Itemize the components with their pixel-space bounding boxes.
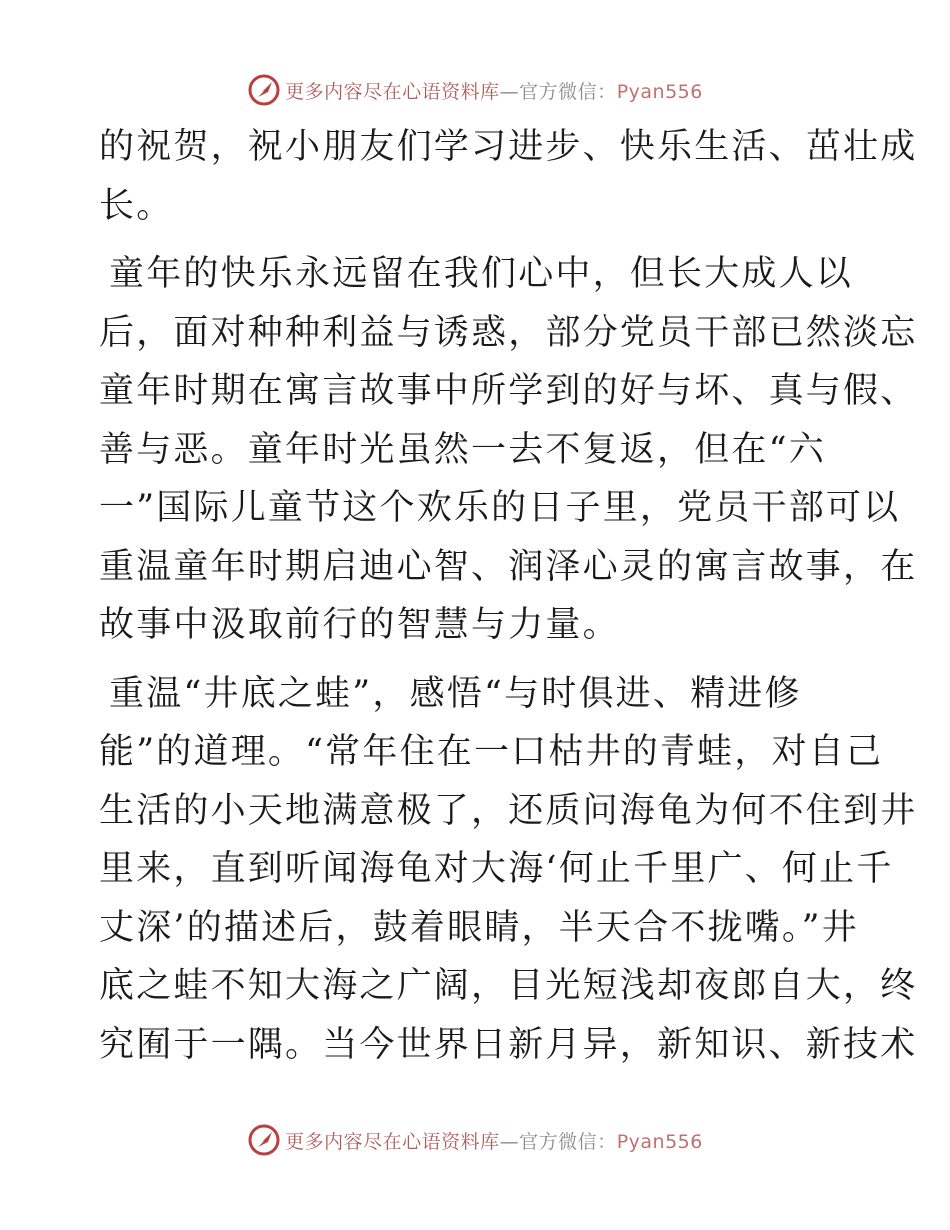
watermark-main: 更多内容尽在心语资料库: [285, 80, 500, 103]
watermark-label: 官方微信：: [519, 80, 617, 103]
text-line: 的祝贺，祝小朋友们学习进步、快乐生活、茁壮成: [99, 127, 918, 167]
paragraph: [99, 118, 918, 235]
document-body: [99, 118, 918, 1074]
watermark-separator: —: [499, 1130, 520, 1153]
text-line: 后，面对种种利益与诱惑，部分党员干部已然淡忘: [99, 312, 918, 353]
text-line: 长。: [99, 185, 174, 226]
text-line: 重温童年时期启迪心智、润泽心灵的寓言故事，在: [99, 546, 918, 587]
text-line: 故事中汲取前行的智慧与力量。: [99, 605, 620, 645]
text-line: 善与恶。童年时光虽然一去不复返，但在“六: [99, 429, 826, 470]
text-line: 丈深’的描述后，鼓着眼睛，半天合不拢嘴。”井: [99, 907, 859, 948]
text-line: 究囿于一隅。当今世界日新月异，新知识、新技术: [99, 1024, 918, 1065]
watermark-main: 更多内容尽在心语资料库: [285, 1130, 500, 1153]
paragraph: [99, 665, 918, 1075]
quill-logo-icon: [247, 1123, 281, 1157]
watermark-text: [285, 1127, 703, 1154]
watermark-text: [285, 77, 703, 104]
quill-logo-icon: [247, 73, 281, 107]
watermark-id: Pyan556: [616, 80, 703, 103]
text-line: 一”国际儿童节这个欢乐的日子里，党员干部可以: [99, 488, 901, 528]
watermark-separator: —: [499, 80, 520, 103]
text-line: 能”的道理。“常年住在一口枯井的青蛙，对自己: [99, 732, 884, 772]
watermark-id: Pyan556: [616, 1130, 703, 1153]
text-line: 童年时期在寓言故事中所学到的好与坏、真与假、: [99, 371, 918, 411]
watermark-label: 官方微信：: [519, 1130, 617, 1153]
text-line: 重温“井底之蛙”，感悟“与时俱进、精进修: [109, 673, 802, 714]
text-line: 生活的小天地满意极了，还质问海龟为何不住到井: [99, 790, 918, 831]
header-watermark: [0, 70, 950, 110]
footer-watermark: [0, 1120, 950, 1160]
text-line: 里来，直到听闻海龟对大海‘何止千里广、何止千: [99, 849, 894, 889]
paragraph: [99, 245, 918, 655]
text-line: 底之蛙不知大海之广阔，目光短浅却夜郎自大，终: [99, 966, 918, 1006]
text-line: 童年的快乐永远留在我们心中，但长大成人以: [109, 254, 854, 294]
